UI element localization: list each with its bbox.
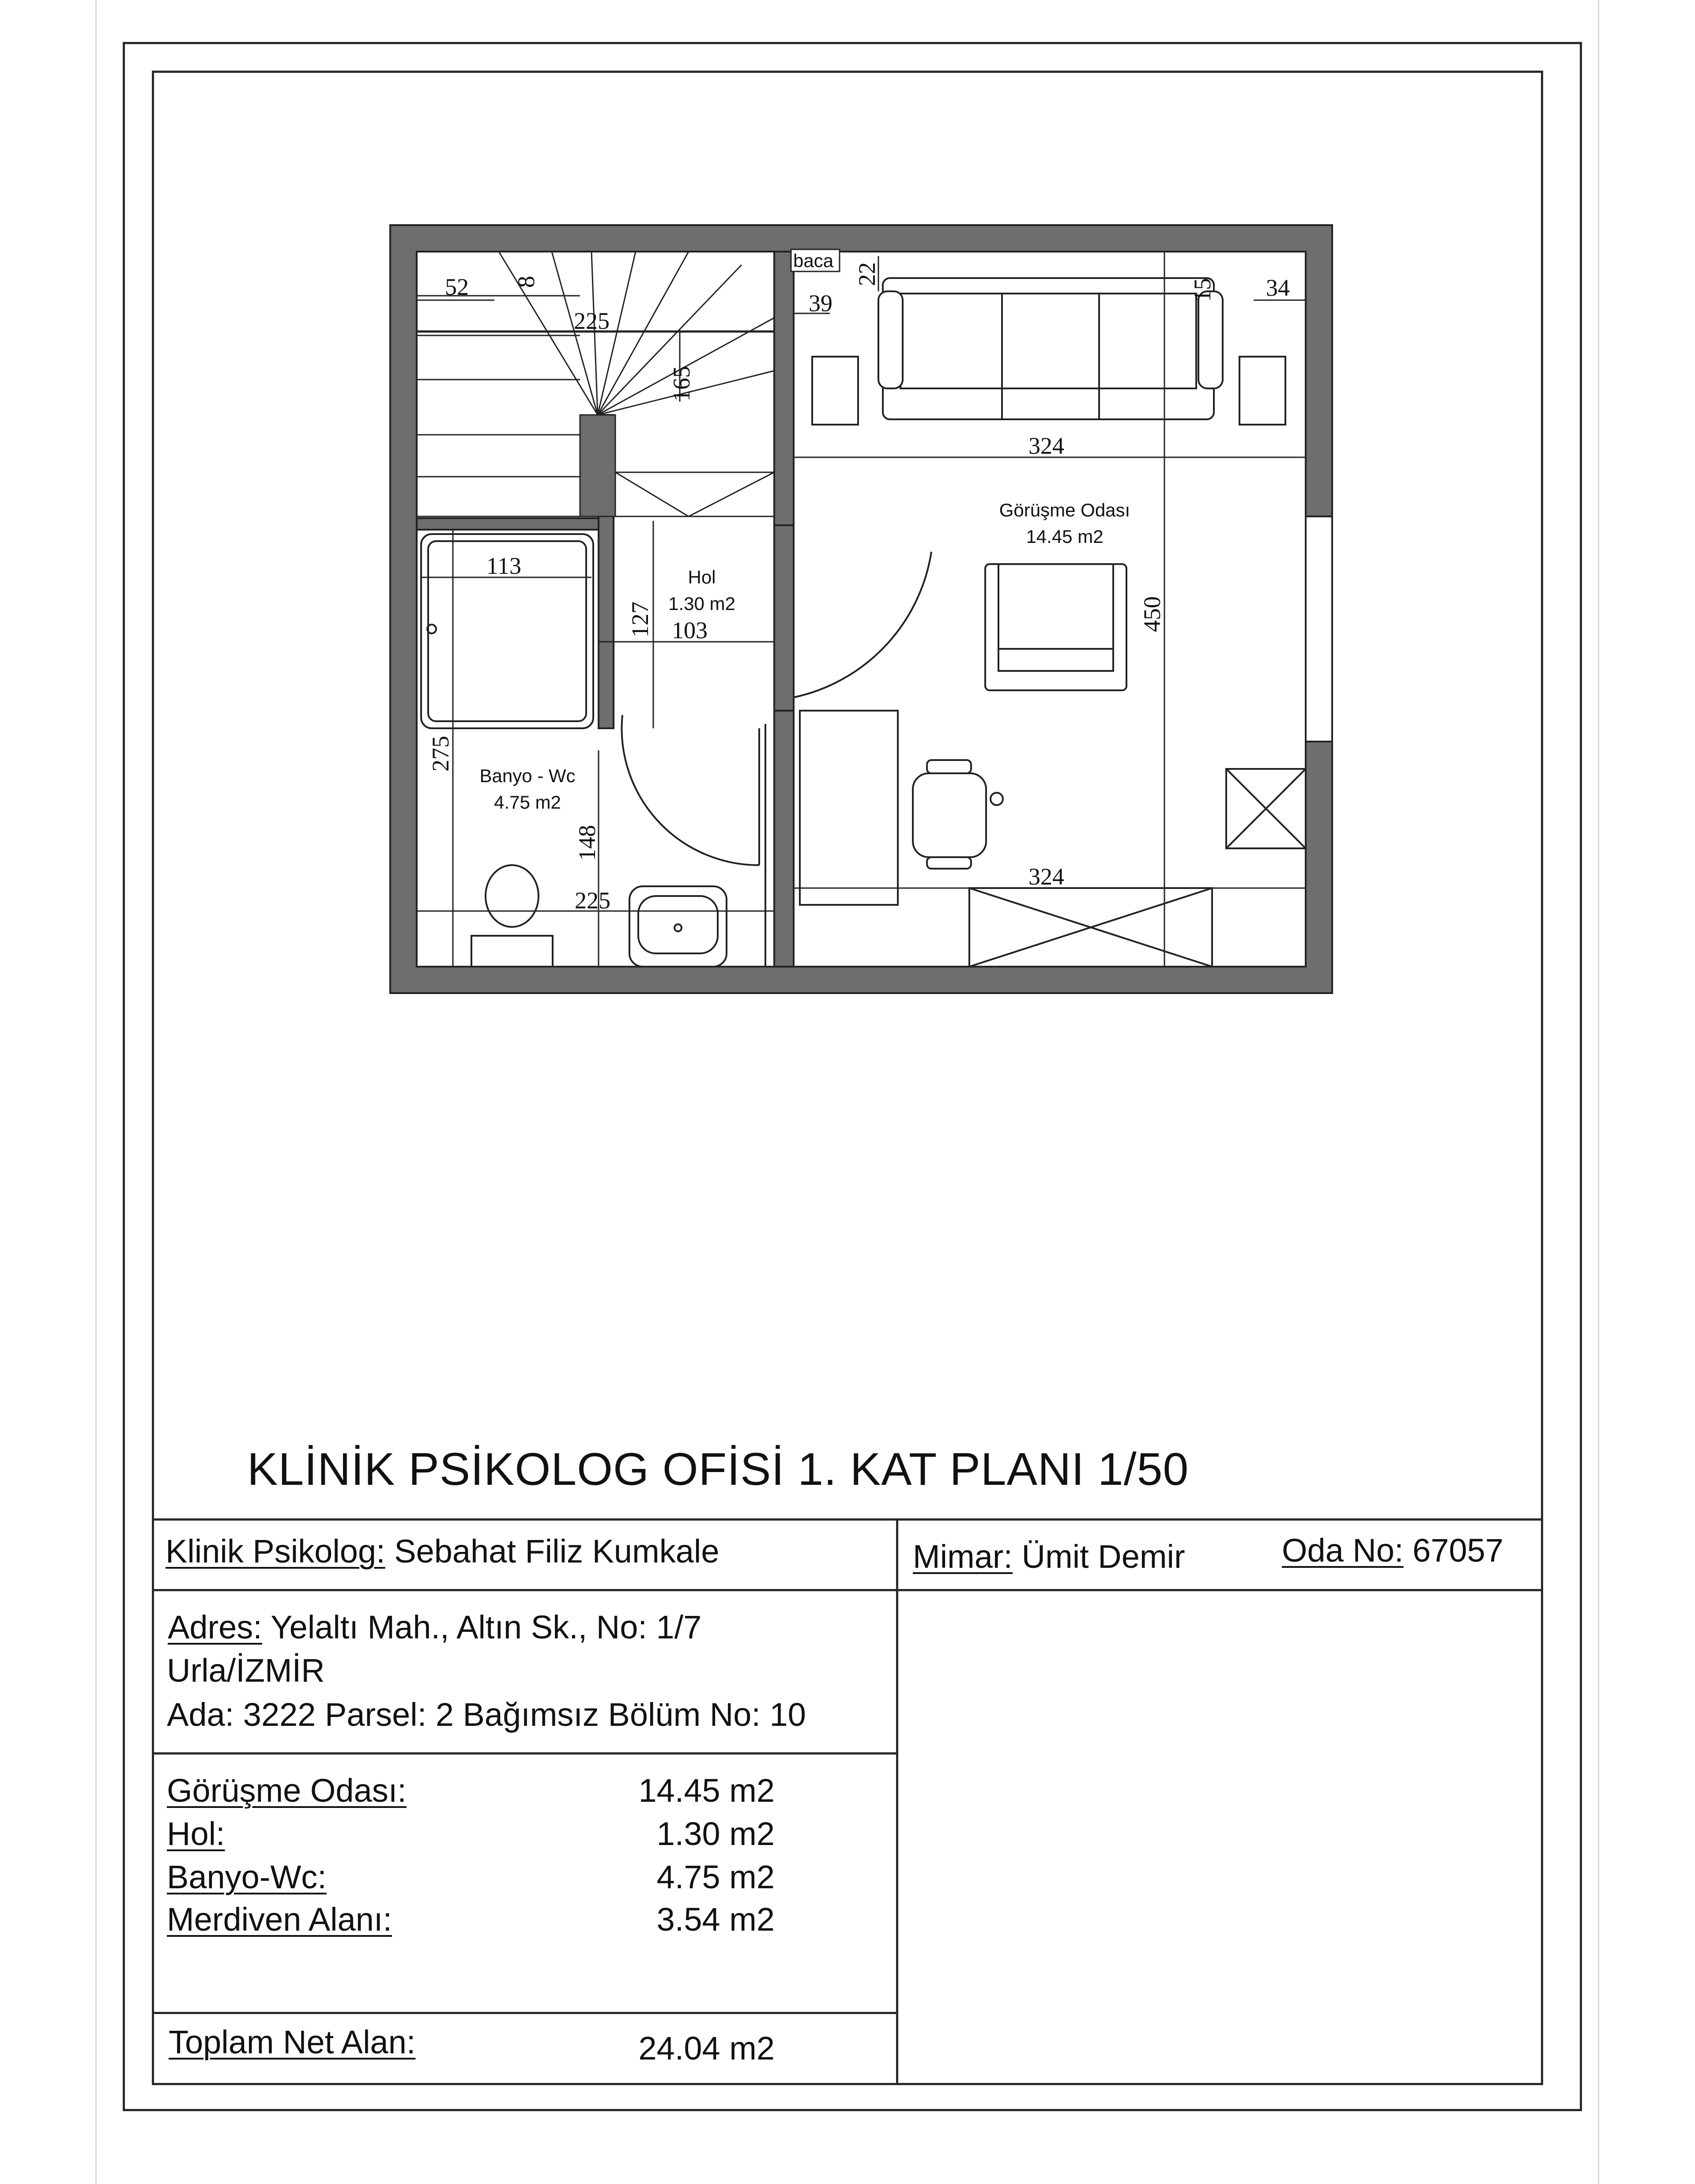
- area-label-stairs: Merdiven Alanı:: [167, 1901, 392, 1938]
- dim-bath-fixture: 148: [574, 825, 600, 861]
- chamber-value: 67057: [1403, 1532, 1503, 1569]
- room-area-office: 14.45 m2: [1026, 526, 1104, 547]
- total-area-value: 24.04 m2: [638, 2030, 775, 2067]
- dim-office-bottom-width: 324: [1028, 863, 1064, 890]
- title-block-divider: [896, 1518, 898, 2085]
- cabinet: [1226, 769, 1306, 848]
- title-block-row-line-2: [152, 1752, 897, 1755]
- toilet: [471, 865, 553, 967]
- room-name-hall: Hol: [688, 567, 716, 587]
- architect-label: Mimar:: [913, 1538, 1013, 1575]
- address-value: Yelaltı Mah., Altın Sk., No: 1/7: [262, 1609, 702, 1646]
- staircase: [417, 252, 774, 516]
- dim-bath-bottom-width: 225: [575, 887, 610, 914]
- room-area-bath: 4.75 m2: [494, 792, 561, 813]
- address-label: Adres:: [168, 1609, 262, 1646]
- side-table-left: [812, 357, 858, 425]
- address-parcel: Ada: 3222 Parsel: 2 Bağımsız Bölüm No: 10: [167, 1696, 806, 1733]
- area-value-stairs: 3.54 m2: [656, 1901, 775, 1938]
- client-label: Klinik Psikolog:: [166, 1533, 385, 1570]
- dim-stair-width: 225: [574, 308, 610, 334]
- office-chair: [913, 760, 1003, 869]
- dim-bath-height: 275: [427, 736, 454, 772]
- room-area-hall: 1.30 m2: [668, 593, 735, 614]
- sofa: [878, 278, 1223, 419]
- desk: [800, 711, 898, 905]
- total-area-label: Toplam Net Alan:: [169, 2024, 416, 2060]
- title-block-row-line-1: [152, 1589, 1543, 1591]
- drawing-title: KLİNİK PSİKOLOG OFİSİ 1. KAT PLANI 1/50: [247, 1444, 1189, 1495]
- dim-hall-height: 127: [627, 602, 653, 637]
- room-name-bath: Banyo - Wc: [479, 765, 576, 786]
- area-value-bath: 4.75 m2: [656, 1859, 775, 1895]
- dim-office-small: 15: [1189, 278, 1216, 302]
- area-label-bath: Banyo-Wc:: [167, 1859, 327, 1895]
- room-name-office: Görüşme Odası: [999, 500, 1130, 520]
- chamber-label: Oda No:: [1282, 1532, 1404, 1569]
- architect-line: [913, 1540, 1185, 1573]
- chamber-line: [1282, 1534, 1503, 1567]
- title-block-row-line-3: [152, 2012, 897, 2014]
- area-value-hall: 1.30 m2: [656, 1815, 775, 1852]
- wardrobe: [969, 888, 1212, 967]
- dim-office-height: 450: [1139, 596, 1165, 632]
- architect-value: Ümit Demir: [1013, 1538, 1185, 1575]
- dim-office-gap-left: 39: [809, 290, 832, 316]
- address-line: [168, 1611, 701, 1644]
- client-value: Sebahat Filiz Kumkale: [385, 1533, 719, 1570]
- client-line: [166, 1535, 719, 1568]
- dim-stair-step: 52: [445, 274, 469, 300]
- window: [1306, 516, 1332, 742]
- side-table-right: [1239, 357, 1285, 425]
- area-value-office: 14.45 m2: [638, 1772, 775, 1809]
- dim-office-gap-right: 34: [1266, 275, 1290, 301]
- address-city: Urla/İZMİR: [167, 1652, 325, 1689]
- title-block-top-line: [152, 1518, 1543, 1521]
- dim-bath-top-width: 113: [486, 553, 521, 579]
- armchair: [985, 564, 1126, 690]
- area-label-hall: Hol:: [167, 1815, 225, 1852]
- dim-office-gap-top: 22: [854, 262, 880, 286]
- dim-office-top-width: 324: [1028, 433, 1064, 459]
- chimney-label: baca: [793, 250, 834, 271]
- dim-stair-length: 165: [668, 366, 695, 402]
- dim-stair-small: 8: [513, 276, 539, 288]
- dim-hall-width: 103: [672, 617, 708, 644]
- sink: [629, 886, 727, 967]
- area-label-office: Görüşme Odası:: [167, 1772, 407, 1809]
